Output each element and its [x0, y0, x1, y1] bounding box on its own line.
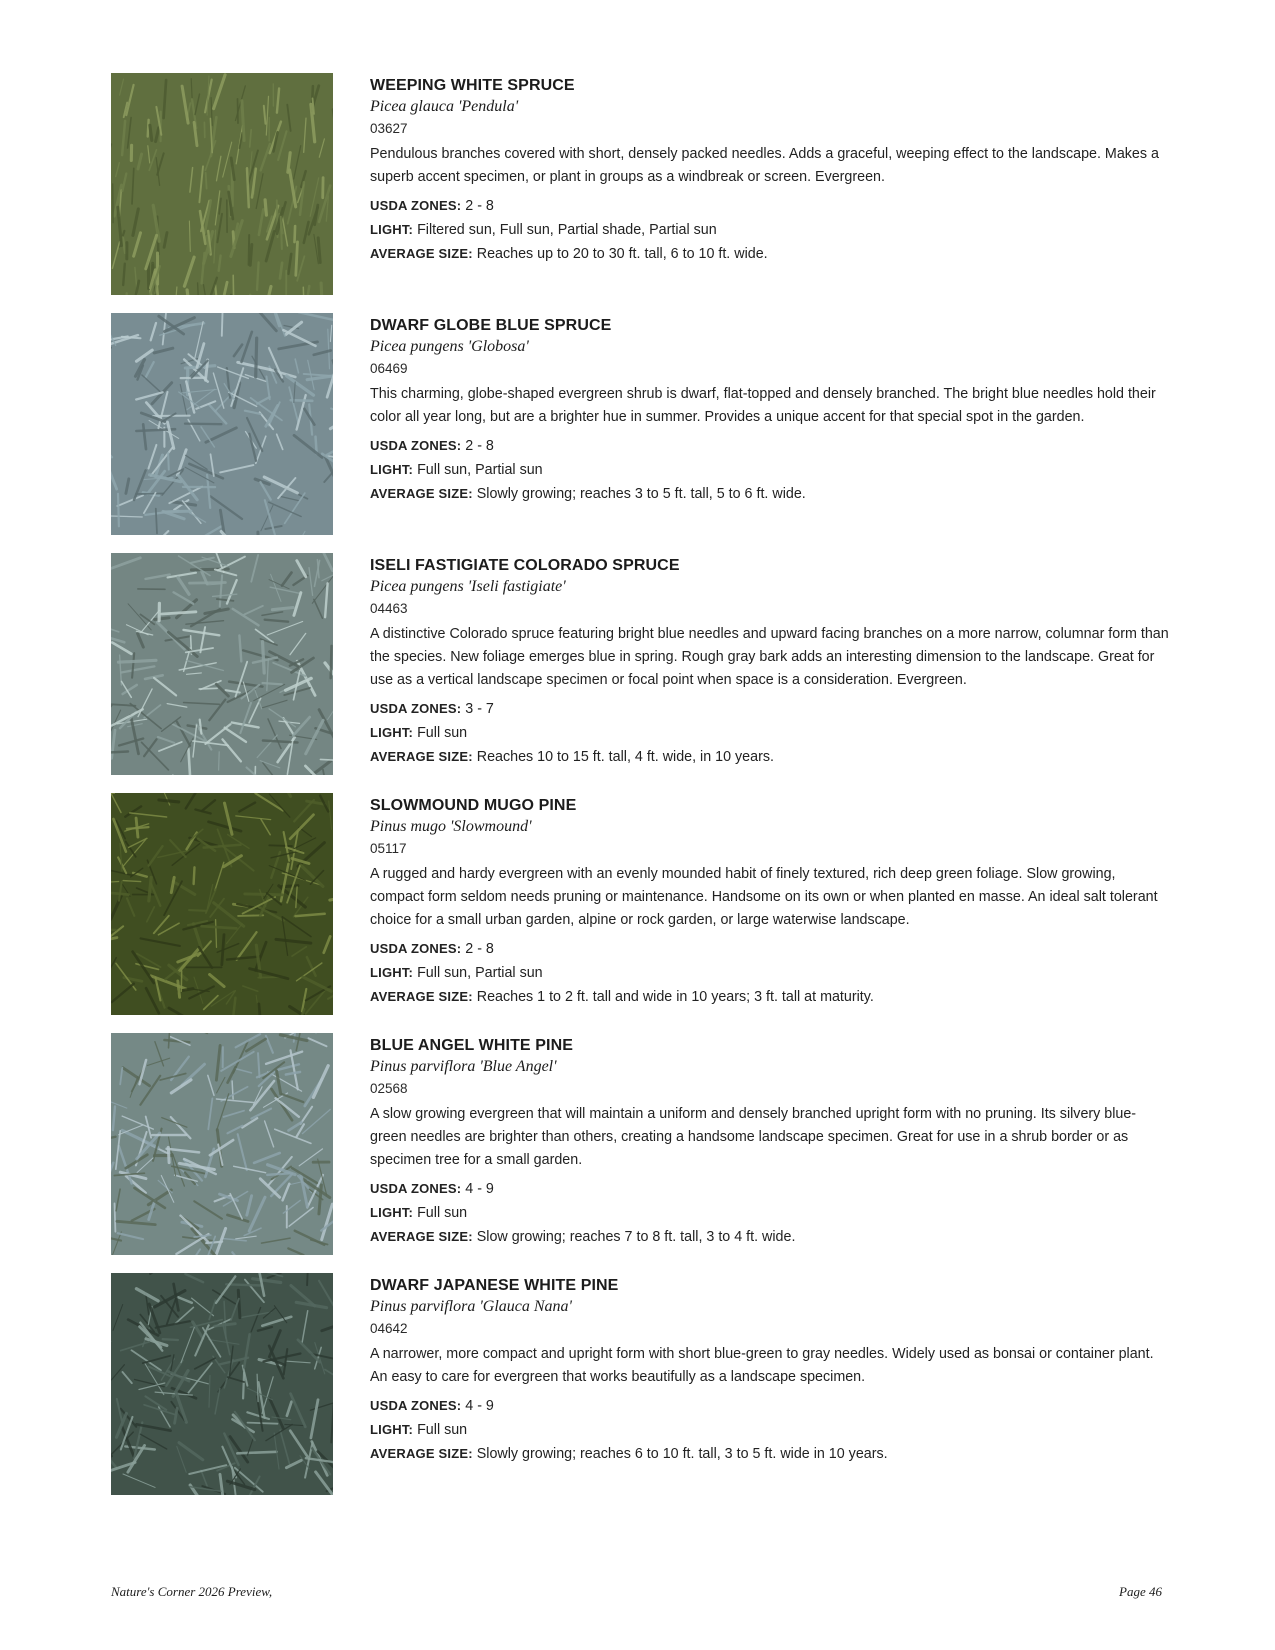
usda-zones-value: 2 - 8 [465, 941, 494, 957]
average-size-value: Slowly growing; reaches 6 to 10 ft. tall, 3 to 5 ft. wide in 10 years. [476, 1446, 888, 1462]
item-code: 02568 [370, 1081, 408, 1096]
plant-info [370, 76, 1170, 266]
blue-angel-pine-photo [111, 1033, 333, 1255]
plant-name: DWARF GLOBE BLUE SPRUCE [370, 317, 612, 334]
item-code: 04463 [370, 601, 408, 616]
light-requirement-value: Full sun [417, 1422, 468, 1438]
item-code: 04642 [370, 1321, 408, 1336]
usda-zones [370, 937, 1170, 961]
average-size [370, 1225, 1170, 1249]
average-size-label: AVERAGE SIZE: [370, 486, 473, 501]
average-size-value: Reaches up to 20 to 30 ft. tall, 6 to 10 ft. wide. [476, 246, 768, 262]
light-requirement [370, 1201, 1170, 1225]
plant-entry [111, 1273, 1171, 1495]
light-requirement-value: Full sun, Partial sun [417, 462, 543, 478]
average-size-value: Reaches 10 to 15 ft. tall, 4 ft. wide, in 10 years. [476, 749, 774, 765]
light-requirement [370, 1418, 1170, 1442]
average-size [370, 482, 1170, 506]
average-size-label: AVERAGE SIZE: [370, 989, 473, 1004]
usda-zones-label: USDA ZONES: [370, 1181, 462, 1196]
light-requirement-label: LIGHT: [370, 462, 414, 477]
item-code: 03627 [370, 121, 408, 136]
usda-zones-value: 4 - 9 [465, 1398, 494, 1414]
usda-zones-label: USDA ZONES: [370, 438, 462, 453]
plant-description: Pendulous branches covered with short, densely packed needles. Adds a graceful, weeping effect to the landscape. Makes a superb accent specimen, or plant in groups as a windbreak or screen. Evergreen. [370, 146, 1159, 185]
plant-info [370, 316, 1170, 506]
light-requirement-label: LIGHT: [370, 222, 414, 237]
average-size [370, 242, 1170, 266]
plant-name: DWARF JAPANESE WHITE PINE [370, 1277, 619, 1294]
light-requirement-value: Filtered sun, Full sun, Partial shade, Partial sun [417, 222, 717, 238]
usda-zones [370, 1177, 1170, 1201]
japanese-white-pine-photo [111, 1273, 333, 1495]
usda-zones [370, 194, 1170, 218]
light-requirement-value: Full sun [417, 725, 468, 741]
average-size-value: Slowly growing; reaches 3 to 5 ft. tall, 5 to 6 ft. wide. [476, 486, 806, 502]
plant-name: ISELI FASTIGIATE COLORADO SPRUCE [370, 557, 680, 574]
catalog-title: Nature's Corner 2026 Preview, [111, 1584, 273, 1599]
light-requirement-label: LIGHT: [370, 965, 414, 980]
average-size-value: Reaches 1 to 2 ft. tall and wide in 10 years; 3 ft. tall at maturity. [476, 989, 874, 1005]
weeping-spruce-photo [111, 73, 333, 295]
botanical-name: Pinus parviflora 'Blue Angel' [370, 1058, 557, 1075]
usda-zones-label: USDA ZONES: [370, 198, 462, 213]
average-size-label: AVERAGE SIZE: [370, 246, 473, 261]
plant-description: A narrower, more compact and upright form with short blue-green to gray needles. Widely used as bonsai or container plant. An easy to care for evergreen that works beautifully as a landscape specimen. [370, 1346, 1154, 1385]
plant-entry [111, 1033, 1171, 1255]
plant-info [370, 1276, 1170, 1466]
plant-entry [111, 553, 1171, 775]
plant-description: A distinctive Colorado spruce featuring bright blue needles and upward facing branches on a more narrow, columnar form than the species. New foliage emerges blue in spring. Rough gray bark adds an interesting dimension to the landscape. Great for use as a vertical landscape specimen or focal point when space is a consideration. Evergreen. [370, 626, 1169, 688]
page-number: Page 46 [1119, 1584, 1162, 1599]
botanical-name: Picea glauca 'Pendula' [370, 98, 519, 115]
average-size [370, 985, 1170, 1009]
light-requirement-label: LIGHT: [370, 725, 414, 740]
light-requirement [370, 218, 1170, 242]
plant-entry [111, 73, 1171, 295]
light-requirement [370, 458, 1170, 482]
usda-zones [370, 697, 1170, 721]
light-requirement-label: LIGHT: [370, 1422, 414, 1437]
usda-zones-value: 2 - 8 [465, 198, 494, 214]
average-size-label: AVERAGE SIZE: [370, 1229, 473, 1244]
plant-info [370, 556, 1170, 769]
usda-zones-value: 4 - 9 [465, 1181, 494, 1197]
globe-blue-spruce-photo [111, 313, 333, 535]
usda-zones-label: USDA ZONES: [370, 1398, 462, 1413]
plant-name: WEEPING WHITE SPRUCE [370, 77, 575, 94]
plant-name: SLOWMOUND MUGO PINE [370, 797, 577, 814]
light-requirement-value: Full sun [417, 1205, 468, 1221]
average-size-label: AVERAGE SIZE: [370, 749, 473, 764]
average-size-label: AVERAGE SIZE: [370, 1446, 473, 1461]
usda-zones-value: 2 - 8 [465, 438, 494, 454]
usda-zones [370, 434, 1170, 458]
average-size [370, 745, 1170, 769]
plant-description: A rugged and hardy evergreen with an evenly mounded habit of finely textured, rich deep green foliage. Slow growing, compact form seldom needs pruning or maintenance. Handsome on its own or when planted en masse. An ideal salt tolerant choice for a small urban garden, alpine or rock garden, or large waterwise landscape. [370, 866, 1158, 928]
plant-description: A slow growing evergreen that will maintain a uniform and densely branched upright form with no pruning. Its silvery blue-green needles are brighter than others, creating a handsome landscape specimen. Great for use in a shrub border or as specimen tree for a small garden. [370, 1106, 1137, 1168]
mugo-pine-photo [111, 793, 333, 1015]
botanical-name: Picea pungens 'Iseli fastigiate' [370, 578, 566, 595]
usda-zones-label: USDA ZONES: [370, 701, 462, 716]
light-requirement-label: LIGHT: [370, 1205, 414, 1220]
light-requirement-value: Full sun, Partial sun [417, 965, 543, 981]
item-code: 06469 [370, 361, 408, 376]
plant-entry [111, 313, 1171, 535]
usda-zones-label: USDA ZONES: [370, 941, 462, 956]
usda-zones [370, 1394, 1170, 1418]
light-requirement [370, 721, 1170, 745]
botanical-name: Pinus mugo 'Slowmound' [370, 818, 532, 835]
plant-entry [111, 793, 1171, 1015]
colorado-spruce-photo [111, 553, 333, 775]
light-requirement [370, 961, 1170, 985]
average-size-value: Slow growing; reaches 7 to 8 ft. tall, 3 to 4 ft. wide. [476, 1229, 796, 1245]
item-code: 05117 [370, 841, 407, 856]
botanical-name: Picea pungens 'Globosa' [370, 338, 529, 355]
plant-name: BLUE ANGEL WHITE PINE [370, 1037, 573, 1054]
plant-info [370, 796, 1170, 1009]
usda-zones-value: 3 - 7 [465, 701, 494, 717]
plant-info [370, 1036, 1170, 1249]
average-size [370, 1442, 1170, 1466]
botanical-name: Pinus parviflora 'Glauca Nana' [370, 1298, 572, 1315]
plant-description: This charming, globe-shaped evergreen shrub is dwarf, flat-topped and densely branched. The bright blue needles hold their color all year long, but are a brighter hue in summer. Provides a unique accent for that special spot in the garden. [370, 386, 1156, 425]
